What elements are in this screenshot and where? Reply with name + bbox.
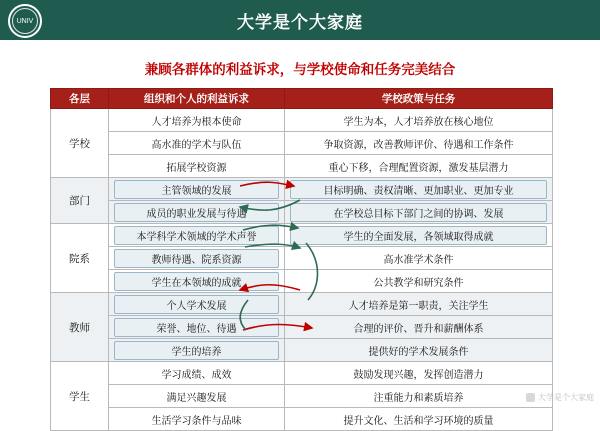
column-header-layer: 各层 (51, 89, 109, 109)
table-body (51, 109, 553, 431)
policy-text: 在学校总目标下部门之间的协调、发展 (290, 203, 547, 222)
page-title: 大学是个大家庭 (237, 12, 363, 32)
policy-cell (285, 270, 553, 293)
logo-inner-text: UNIV (12, 8, 38, 34)
demand-text: 人才培养为根本使命 (151, 116, 242, 128)
demand-cell (109, 408, 285, 431)
table-row (51, 408, 553, 431)
group-label-cell: 院系 (51, 224, 109, 293)
table-row (51, 109, 553, 132)
column-header-demand: 组织和个人的利益诉求 (109, 89, 285, 109)
policy-table-wrapper (50, 88, 552, 431)
policy-cell (285, 155, 553, 178)
policy-cell (285, 109, 553, 132)
watermark (526, 392, 594, 403)
table-row (51, 224, 553, 247)
demand-text: 高水准的学术与队伍 (151, 139, 242, 151)
demand-text: 学习成绩、成效 (161, 369, 232, 381)
policy-text: 鼓励发现兴趣，发挥创造潜力 (353, 369, 484, 381)
policy-cell (285, 316, 553, 339)
watermark-icon (526, 393, 535, 402)
watermark-text: 大学是个大家庭 (538, 393, 594, 402)
title-bar (0, 0, 600, 40)
policy-cell (285, 247, 553, 270)
demand-cell (109, 270, 285, 293)
policy-text: 合理的评价、晋升和薪酬体系 (353, 323, 484, 335)
policy-text: 提升文化、生活和学习环境的质量 (343, 415, 494, 427)
demand-text: 生活学习条件与品味 (151, 415, 242, 427)
policy-cell (285, 362, 553, 385)
column-header-policy: 学校政策与任务 (285, 89, 553, 109)
policy-text: 重心下移，合理配置资源，激发基层潜力 (328, 162, 509, 174)
table-row (51, 293, 553, 316)
demand-cell (109, 339, 285, 362)
table-row (51, 247, 553, 270)
subtitle: 兼顾各群体的利益诉求，与学校使命和任务完美结合 (144, 62, 456, 77)
policy-cell (285, 385, 553, 408)
policy-text: 注重能力和素质培养 (373, 392, 464, 404)
table-row (51, 155, 553, 178)
policy-text: 提供好的学术发展条件 (368, 346, 469, 358)
demand-cell (109, 178, 285, 201)
demand-cell (109, 316, 285, 339)
policy-text: 公共教学和研究条件 (373, 277, 464, 289)
policy-text: 学生为本，人才培养放在核心地位 (343, 116, 494, 128)
demand-text: 满足兴趣发展 (166, 392, 227, 404)
demand-text: 主管领域的发展 (114, 180, 279, 199)
demand-cell (109, 155, 285, 178)
policy-text: 争取资源，改善教师评价、待遇和工作条件 (323, 139, 514, 151)
demand-cell (109, 109, 285, 132)
demand-text: 学生在本领域的成就 (114, 272, 279, 291)
demand-cell (109, 224, 285, 247)
group-label-cell: 部门 (51, 178, 109, 224)
table-row (51, 178, 553, 201)
demand-text: 教师待遇、院系资源 (114, 249, 279, 268)
demand-cell (109, 385, 285, 408)
demand-text: 学生的培养 (114, 341, 279, 360)
policy-table (50, 88, 553, 431)
table-row (51, 362, 553, 385)
demand-text: 荣誉、地位、待遇 (114, 318, 279, 337)
policy-text: 学生的全面发展，各领域取得成就 (290, 226, 547, 245)
policy-cell (285, 201, 553, 224)
table-row (51, 132, 553, 155)
table-row (51, 316, 553, 339)
policy-cell (285, 293, 553, 316)
policy-cell (285, 178, 553, 201)
policy-cell (285, 224, 553, 247)
policy-text: 人才培养是第一职责，关注学生 (348, 300, 489, 312)
table-row (51, 270, 553, 293)
group-label-cell: 学校 (51, 109, 109, 178)
table-header-row (51, 89, 553, 109)
demand-text: 拓展学校资源 (166, 162, 227, 174)
demand-cell (109, 362, 285, 385)
university-logo-icon (8, 4, 42, 38)
policy-cell (285, 132, 553, 155)
table-row (51, 385, 553, 408)
demand-cell (109, 132, 285, 155)
demand-text: 个人学术发展 (114, 295, 279, 314)
group-label-cell: 学生 (51, 362, 109, 431)
table-row (51, 201, 553, 224)
demand-text: 成员的职业发展与待遇 (114, 203, 279, 222)
demand-cell (109, 201, 285, 224)
demand-text: 本学科学术领域的学术声誉 (114, 226, 279, 245)
policy-text: 目标明确、责权清晰、更加职业、更加专业 (290, 180, 547, 199)
policy-text: 高水准学术条件 (383, 254, 454, 266)
demand-cell (109, 293, 285, 316)
policy-cell (285, 339, 553, 362)
policy-cell (285, 408, 553, 431)
table-row (51, 339, 553, 362)
demand-cell (109, 247, 285, 270)
group-label-cell: 教师 (51, 293, 109, 362)
